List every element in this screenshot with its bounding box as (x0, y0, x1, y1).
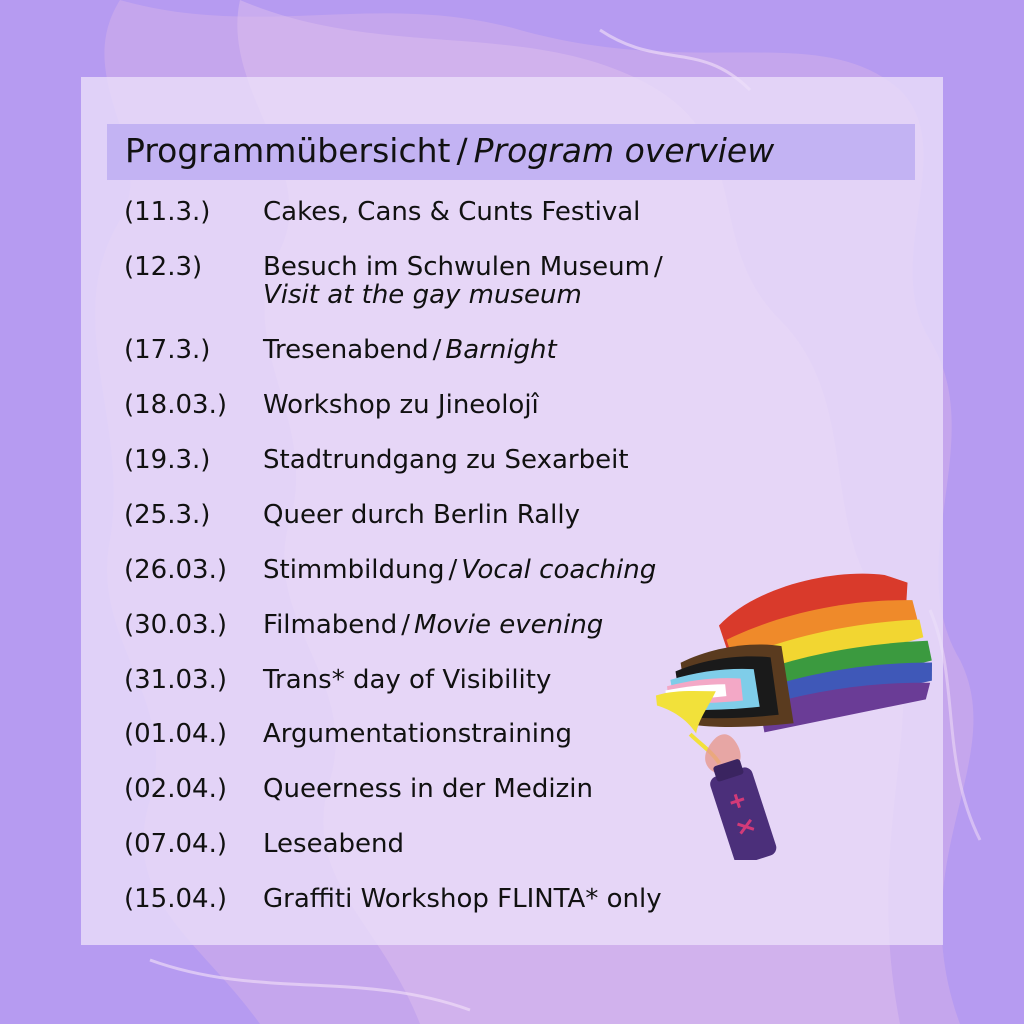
event-title-german: Queerness in der Medizin (263, 774, 593, 804)
event-title (263, 611, 603, 640)
event-title-german: Cakes, Cans & Cunts Festival (263, 197, 641, 227)
title-highlight (107, 124, 915, 180)
event-title (263, 720, 572, 749)
event-title-german: Argumentationstraining (263, 719, 573, 749)
title-german: Programmübersicht (125, 131, 451, 170)
event-title (263, 198, 640, 227)
event-title (263, 885, 662, 914)
event-title (263, 556, 656, 585)
event-title (263, 775, 593, 804)
event-date: (17.3.) (124, 335, 211, 365)
event-date: (31.03.) (124, 665, 227, 695)
title-separator: / (456, 131, 468, 170)
event-title-german: Workshop zu Jineolojî (263, 390, 539, 420)
event-title-separator: / (432, 335, 442, 365)
event-title (263, 253, 667, 308)
event-title-german: Filmabend (263, 610, 398, 640)
event-title-german: Tresenabend (263, 335, 429, 365)
event-date: (12.3) (124, 252, 203, 282)
event-title-german: Stadtrundgang zu Sexarbeit (263, 445, 629, 475)
event-title (263, 446, 629, 475)
event-title-german: Leseabend (263, 829, 404, 859)
event-date: (07.04.) (124, 829, 227, 859)
event-date: (01.04.) (124, 719, 227, 749)
event-title-german: Besuch im Schwulen Museum (263, 252, 650, 282)
page-title (125, 131, 774, 170)
event-title-english: Visit at the gay museum (263, 280, 582, 310)
event-date: (25.3.) (124, 500, 211, 530)
event-date: (30.03.) (124, 610, 227, 640)
rainbow-flag-spray-bottle-icon (650, 570, 940, 860)
event-title-german: Queer durch Berlin Rally (263, 500, 581, 530)
event-title-german: Graffiti Workshop FLINTA* only (263, 884, 662, 914)
event-date: (11.3.) (124, 197, 211, 227)
event-title-separator: / (448, 555, 458, 585)
event-title-english: Vocal coaching (461, 555, 657, 585)
event-date: (19.3.) (124, 445, 211, 475)
event-title (263, 336, 557, 365)
event-title-separator: / (653, 252, 663, 282)
event-title (263, 391, 539, 420)
event-date: (15.04.) (124, 884, 227, 914)
event-title-separator: / (401, 610, 411, 640)
event-title (263, 666, 551, 695)
event-title-german: Trans* day of Visibility (263, 665, 552, 695)
event-title (263, 501, 580, 530)
title-english: Program overview (473, 131, 775, 170)
event-date: (18.03.) (124, 390, 227, 420)
event-title-english: Movie evening (414, 610, 604, 640)
event-date: (02.04.) (124, 774, 227, 804)
event-date: (26.03.) (124, 555, 227, 585)
event-title-german: Stimmbildung (263, 555, 445, 585)
event-title (263, 830, 404, 859)
event-title-english: Barnight (445, 335, 557, 365)
